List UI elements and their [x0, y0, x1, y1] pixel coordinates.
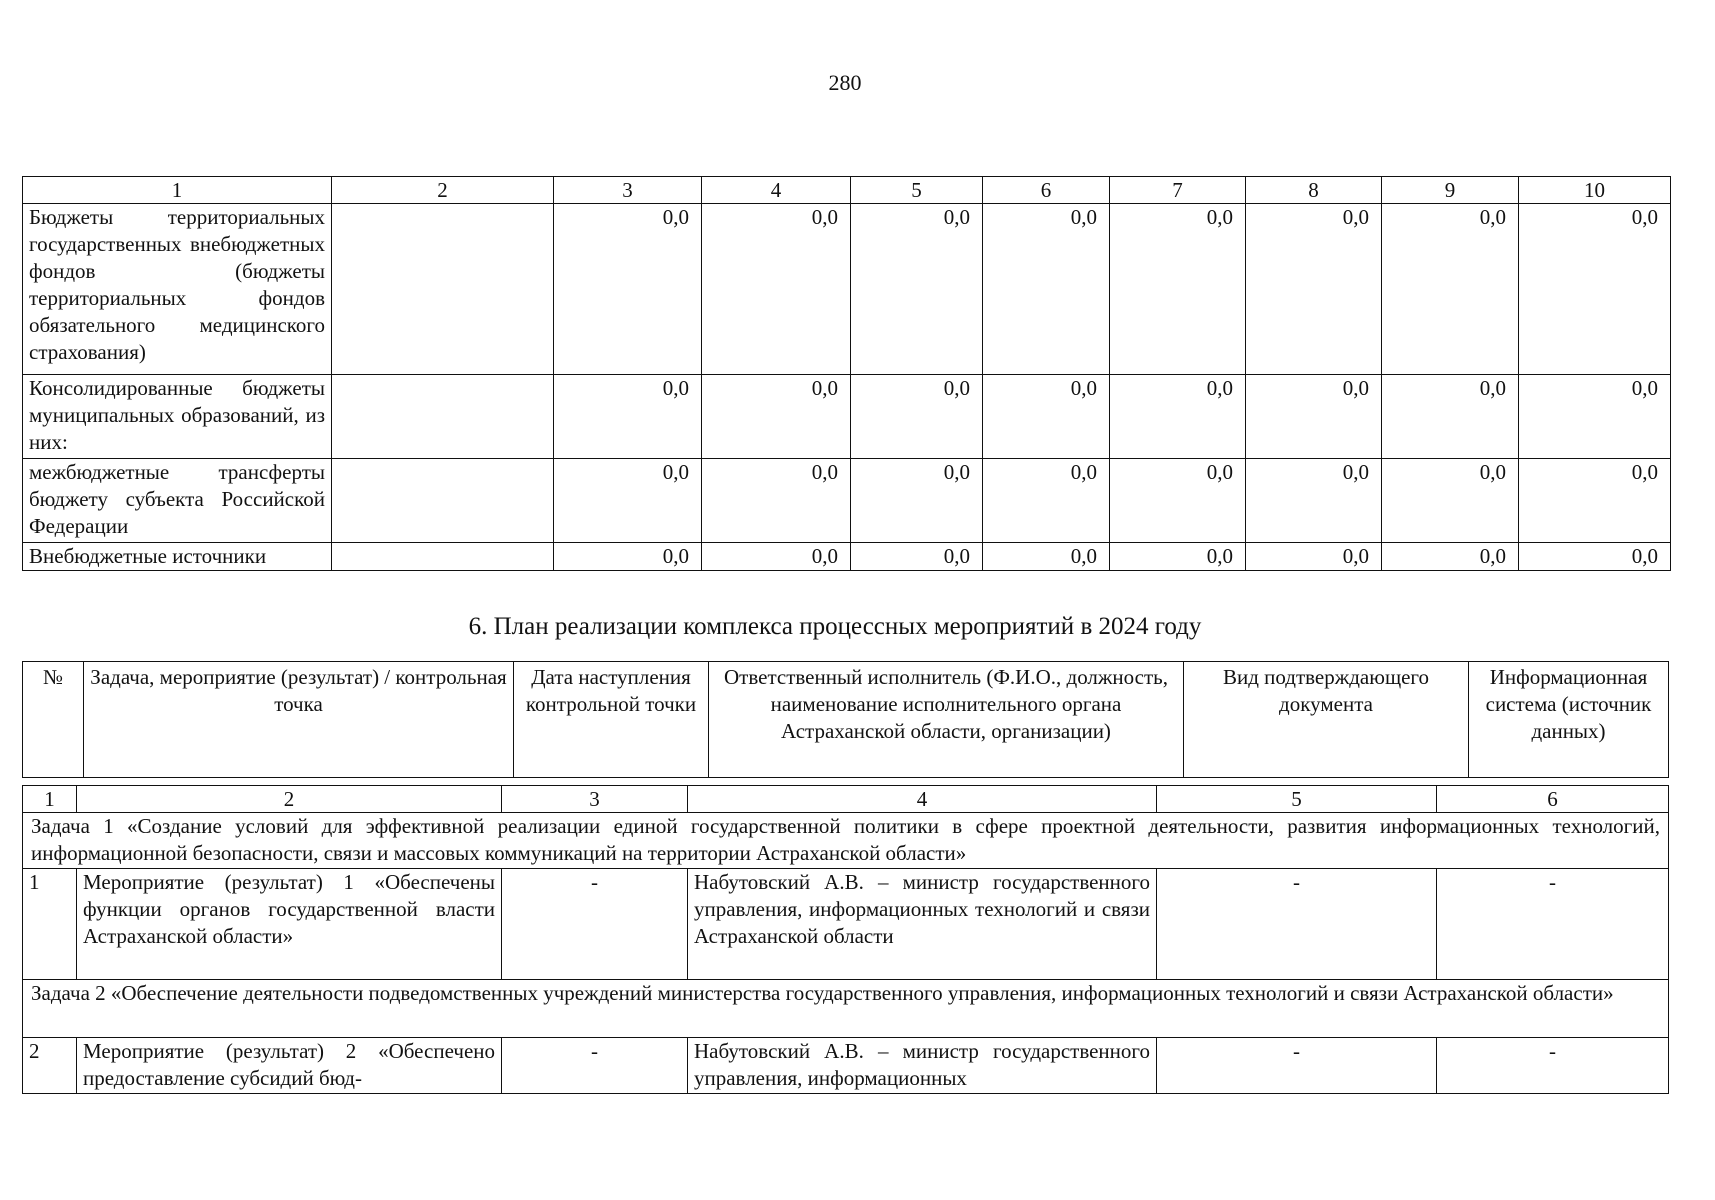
control-date: -	[502, 869, 688, 980]
measure-text: Мероприятие (результат) 2 «Обеспечено предоставление субсидий бюд-	[77, 1038, 502, 1094]
header-system: Информационная система (источник данных)	[1469, 662, 1669, 778]
funding-source: Бюджеты территориальных государственных внебюджетных фондов (бюджеты территориальных фондов обязательного медицинского страхования)	[23, 204, 332, 375]
funding-value: 0,0	[983, 204, 1110, 375]
funding-value: 0,0	[1382, 459, 1519, 543]
measure-text: Мероприятие (результат) 1 «Обеспечены функции органов государственной власти Астраханской области»	[77, 869, 502, 980]
page-number: 280	[828, 70, 862, 95]
funding-value: 0,0	[1110, 459, 1246, 543]
column-number: 4	[702, 177, 851, 204]
funding-value: 0,0	[1246, 375, 1382, 459]
column-number: 3	[554, 177, 702, 204]
header-responsible: Ответственный исполнитель (Ф.И.О., должность, наименование исполнительного органа Астраханской области, организации)	[709, 662, 1184, 778]
column-number: 9	[1382, 177, 1519, 204]
funding-source: межбюджетные трансферты бюджету субъекта Российской Федерации	[23, 459, 332, 543]
task-1: Задача 1 «Создание условий для эффективной реализации единой государственной политики в сфере проектной деятельности, развития информационных технологий, информационной безопасности, связи и массовых коммуникаций на территории Астраханской области»	[23, 813, 1669, 869]
funding-value: 0,0	[1382, 543, 1519, 571]
column-number: 8	[1246, 177, 1382, 204]
header-number: №	[23, 662, 84, 778]
funding-col2	[332, 543, 554, 571]
column-number: 10	[1519, 177, 1671, 204]
funding-value: 0,0	[1382, 204, 1519, 375]
funding-value: 0,0	[1246, 543, 1382, 571]
funding-table	[22, 176, 1671, 571]
funding-value: 0,0	[1110, 375, 1246, 459]
section-title: 6. План реализации комплекса процессных мероприятий в 2024 году	[468, 613, 1202, 640]
column-number-row	[23, 177, 1671, 204]
funding-col2	[332, 375, 554, 459]
column-number: 3	[502, 786, 688, 813]
task-row	[23, 813, 1669, 869]
funding-source: Внебюджетные источники	[23, 543, 332, 571]
document-type: -	[1157, 1038, 1437, 1094]
table-row	[23, 204, 1671, 375]
funding-value: 0,0	[1519, 543, 1671, 571]
funding-value: 0,0	[1519, 459, 1671, 543]
document-type: -	[1157, 869, 1437, 980]
funding-value: 0,0	[554, 375, 702, 459]
header-document: Вид подтверждающего документа	[1184, 662, 1469, 778]
funding-value: 0,0	[1110, 543, 1246, 571]
column-number-row	[23, 786, 1669, 813]
funding-col2	[332, 204, 554, 375]
column-number: 6	[983, 177, 1110, 204]
funding-source: Консолидированные бюджеты муниципальных образований, из них:	[23, 375, 332, 459]
table-row	[23, 869, 1669, 980]
funding-value: 0,0	[554, 543, 702, 571]
table-row	[23, 1038, 1669, 1094]
plan-table	[22, 785, 1669, 1094]
funding-value: 0,0	[702, 543, 851, 571]
row-number: 2	[23, 1038, 77, 1094]
table-row	[23, 375, 1671, 459]
funding-col2	[332, 459, 554, 543]
funding-value: 0,0	[851, 543, 983, 571]
control-date: -	[502, 1038, 688, 1094]
funding-value: 0,0	[1382, 375, 1519, 459]
column-number: 2	[77, 786, 502, 813]
header-row	[23, 662, 1669, 778]
column-number: 7	[1110, 177, 1246, 204]
column-number: 6	[1437, 786, 1669, 813]
funding-value: 0,0	[554, 459, 702, 543]
funding-value: 0,0	[1110, 204, 1246, 375]
plan-table-header	[22, 661, 1669, 778]
column-number: 4	[688, 786, 1157, 813]
column-number: 2	[332, 177, 554, 204]
funding-value: 0,0	[983, 543, 1110, 571]
info-system: -	[1437, 869, 1669, 980]
task-row	[23, 980, 1669, 1038]
funding-value: 0,0	[983, 375, 1110, 459]
header-measure: Задача, мероприятие (результат) / контрольная точка	[84, 662, 514, 778]
row-number: 1	[23, 869, 77, 980]
funding-value: 0,0	[851, 375, 983, 459]
info-system: -	[1437, 1038, 1669, 1094]
funding-value: 0,0	[554, 204, 702, 375]
responsible-person: Набутовский А.В. – министр государственного управления, информационных технологий и связи Астраханской области	[688, 869, 1157, 980]
funding-value: 0,0	[1519, 375, 1671, 459]
funding-value: 0,0	[1246, 459, 1382, 543]
funding-value: 0,0	[983, 459, 1110, 543]
funding-value: 0,0	[702, 204, 851, 375]
funding-value: 0,0	[1246, 204, 1382, 375]
column-number: 5	[1157, 786, 1437, 813]
task-2: Задача 2 «Обеспечение деятельности подведомственных учреждений министерства государственного управления, информационных технологий и связи Астраханской области»	[23, 980, 1669, 1038]
table-row	[23, 543, 1671, 571]
funding-value: 0,0	[702, 459, 851, 543]
funding-value: 0,0	[1519, 204, 1671, 375]
funding-value: 0,0	[851, 204, 983, 375]
table-row	[23, 459, 1671, 543]
column-number: 1	[23, 177, 332, 204]
funding-value: 0,0	[702, 375, 851, 459]
responsible-person: Набутовский А.В. – министр государственного управления, информационных	[688, 1038, 1157, 1094]
column-number: 1	[23, 786, 77, 813]
header-date: Дата наступления контрольной точки	[514, 662, 709, 778]
column-number: 5	[851, 177, 983, 204]
funding-value: 0,0	[851, 459, 983, 543]
